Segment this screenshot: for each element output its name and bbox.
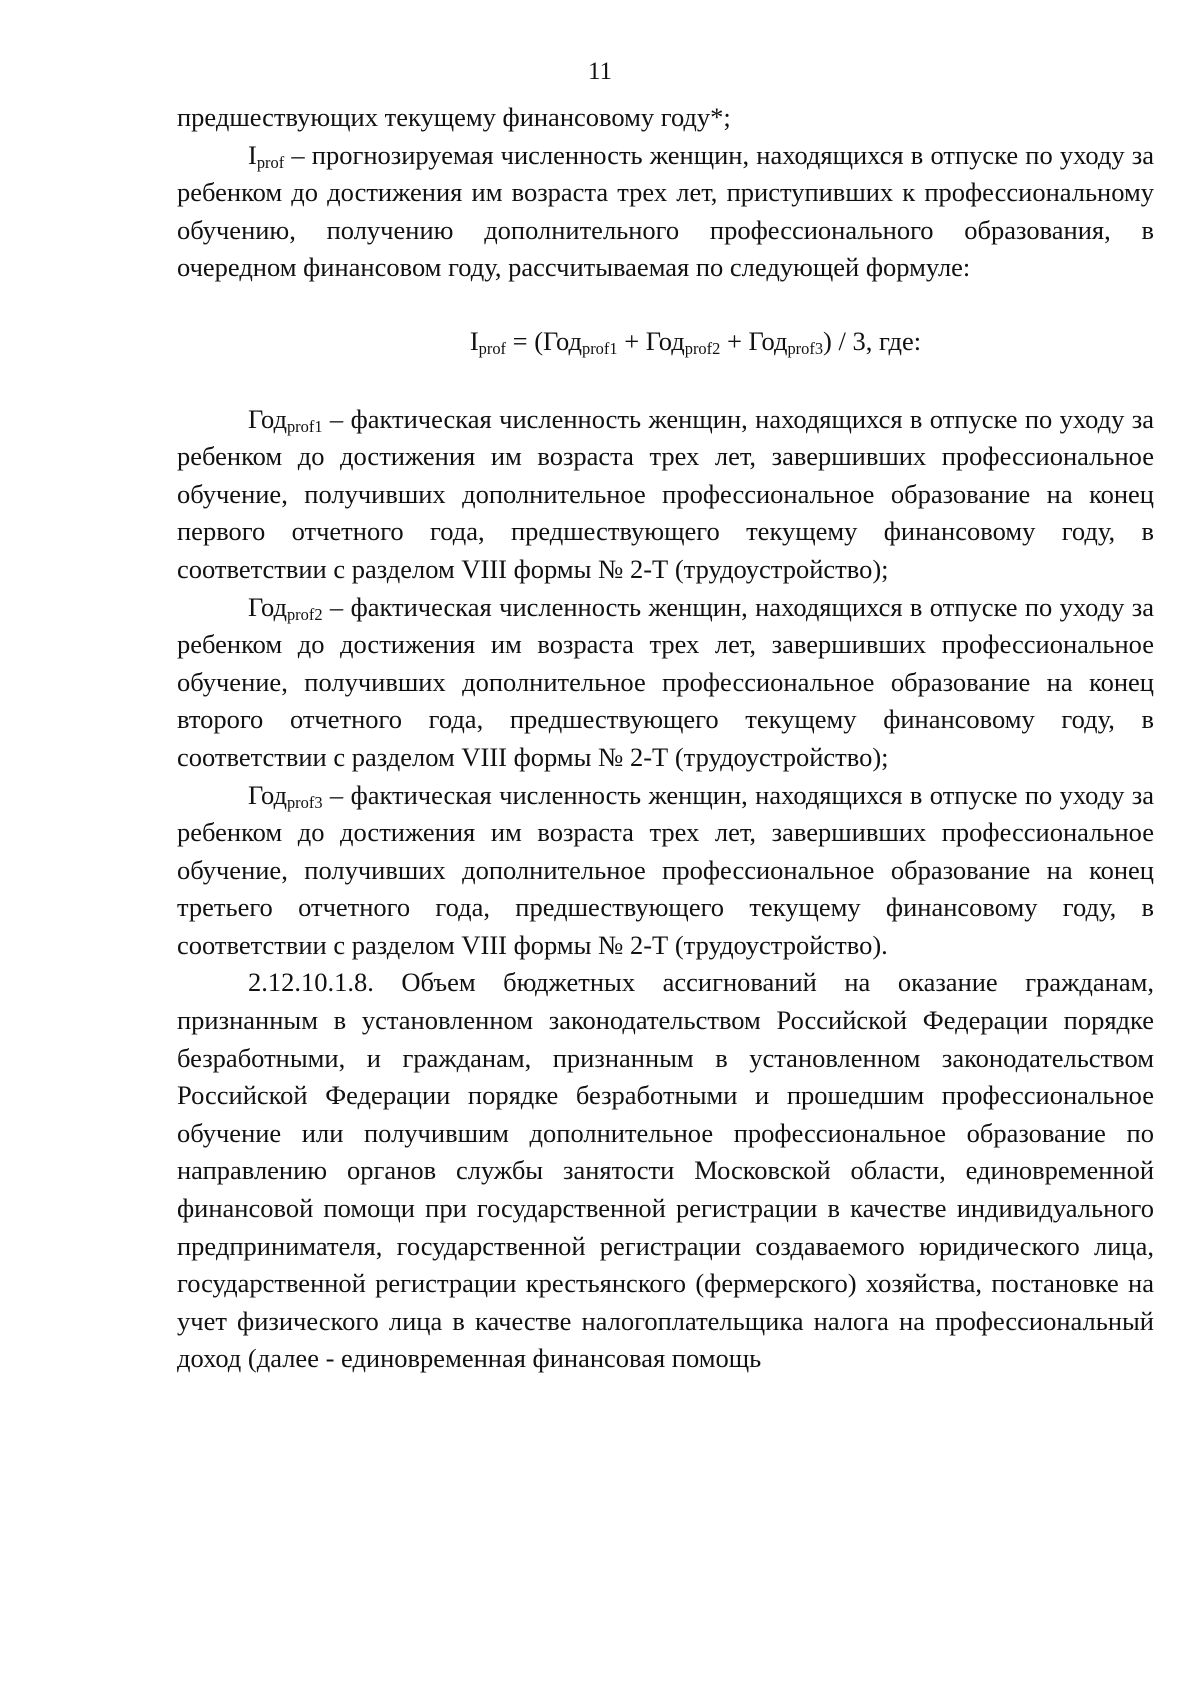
paragraph-section-2-12-10-1-8: 2.12.10.1.8. Объем бюджетных ассигнований на оказание гражданам, признанным в установленном законодательством Российской Федерации порядке безработными, и гражданам, признанным в установленном законодательством Российской Федерации порядке безработными и прошедшим профессиональное обучение или получившим дополнительное профессиональное образование по направлению органов службы занятости Московской области, единовременной финансовой помощи при государственной регистрации в качестве индивидуального предпринимателя, государственной регистрации создаваемого юридического лица, государственной регистрации крестьянского (фермерского) хозяйства, постановке на учет физического лица в качестве налогоплательщика налога на профессиональный доход (далее - единовременная финансовая помощь bbox=[177, 967, 1154, 1374]
variable-godprof1-subscript: prof1 bbox=[286, 416, 323, 436]
formula-term1-subscript: prof1 bbox=[582, 339, 618, 359]
formula-plus1: + Год bbox=[617, 325, 685, 356]
formula-eq: = (Год bbox=[506, 325, 582, 356]
godprof3-definition-text: – фактическая численность женщин, находящихся в отпуске по уходу за ребенком до достижения им возраста трех лет, завершивших профессиональное обучение, получивших дополнительное профессиональное образование на конец третьего отчетного года, предшествующего текущему финансовому году, в соответствии с разделом VIII формы № 2-Т (трудоустройство). bbox=[177, 779, 1154, 960]
formula-plus2: + Год bbox=[720, 325, 788, 356]
paragraph-godprof3-definition bbox=[177, 777, 1154, 965]
variable-iprof-subscript: prof bbox=[256, 152, 285, 172]
paragraph-godprof1-definition bbox=[177, 401, 1154, 589]
variable-godprof3: Год bbox=[248, 779, 287, 810]
formula-iprof bbox=[177, 323, 1154, 361]
formula-lhs: I bbox=[469, 325, 479, 356]
godprof2-definition-text: – фактическая численность женщин, находящихся в отпуске по уходу за ребенком до достижения им возраста трех лет, завершивших профессиональное обучение, получивших дополнительное профессиональное образование на конец второго отчетного года, предшествующего текущему финансовому году, в соответствии с разделом VIII формы № 2-Т (трудоустройство); bbox=[177, 591, 1154, 772]
paragraph-continuation: предшествующих текущему финансовому году*; bbox=[177, 102, 731, 132]
variable-godprof1: Год bbox=[248, 403, 287, 434]
variable-godprof2-subscript: prof2 bbox=[286, 604, 323, 624]
paragraph-godprof2-definition bbox=[177, 589, 1154, 777]
page-number: 11 bbox=[587, 58, 613, 85]
formula-term3-subscript: prof3 bbox=[787, 339, 824, 359]
document-body bbox=[177, 99, 1154, 1378]
variable-godprof2: Год bbox=[248, 591, 287, 622]
variable-iprof: I bbox=[248, 139, 257, 170]
formula-lhs-subscript: prof bbox=[478, 339, 507, 359]
godprof1-definition-text: – фактическая численность женщин, находящихся в отпуске по уходу за ребенком до достижения им возраста трех лет, завершивших профессиональное обучение, получивших дополнительное профессиональное образование на конец первого отчетного года, предшествующего текущему финансовому году, в соответствии с разделом VIII формы № 2-Т (трудоустройство); bbox=[177, 403, 1154, 584]
formula-tail: ) / 3, где: bbox=[823, 325, 922, 356]
iprof-definition-text: – прогнозируемая численность женщин, находящихся в отпуске по уходу за ребенком до достижения им возраста трех лет, приступивших к профессиональному обучению, получению дополнительного профессионального образования, в очередном финансовом году, рассчитываемая по следующей формуле: bbox=[177, 139, 1154, 283]
formula-term2-subscript: prof2 bbox=[684, 339, 721, 359]
paragraph-iprof-definition bbox=[177, 137, 1154, 287]
variable-godprof3-subscript: prof3 bbox=[286, 792, 323, 812]
